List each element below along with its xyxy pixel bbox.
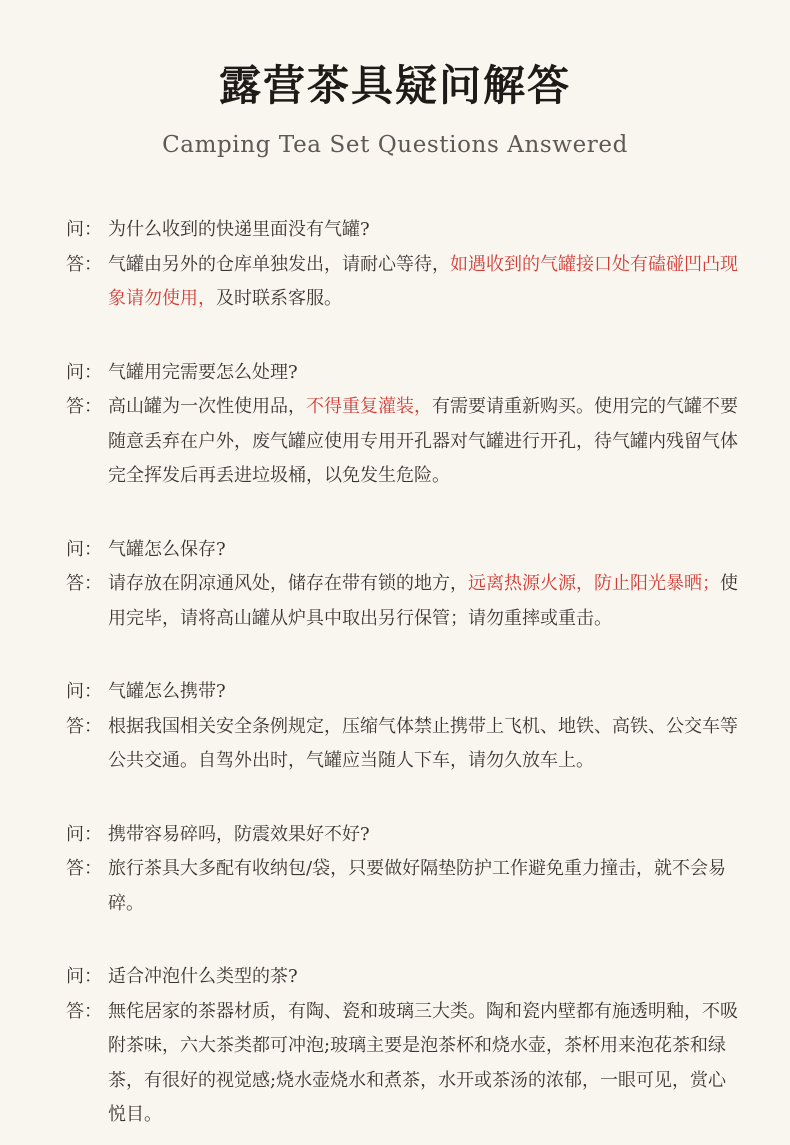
- answer-text: [108, 852, 742, 921]
- question-label: 问：: [66, 681, 102, 702]
- question-label: 问：: [66, 823, 102, 845]
- answer-text: [108, 995, 742, 1133]
- question-row: [66, 818, 742, 853]
- answer-label: 答：: [66, 253, 102, 275]
- answer-text-part: 旅行茶具大多配有收纳包/袋，只要做好隔垫防护工作避免重力撞击，就不会易碎。: [108, 858, 727, 914]
- faq-item: [66, 533, 742, 637]
- question-label: 问：: [66, 538, 102, 560]
- page-subtitle: Camping Tea Set Questions Answered: [162, 132, 628, 158]
- question-text: 气罐怎么携带?: [108, 681, 226, 702]
- question-text: 气罐用完需要怎么处理?: [108, 361, 298, 383]
- answer-text-part: 有需要请重新购买。使用完的气罐不要随意丢弃在户外，废气罐应使用专用开孔器对气罐进行开孔，待气罐内残留气体完全挥发后再丢进垃圾桶，以免发生危险。: [108, 396, 738, 486]
- faq-list: [66, 213, 742, 1133]
- question-text: 气罐怎么保存?: [108, 538, 226, 560]
- answer-text-part: 使用完毕，请将高山罐从炉具中取出另行保管；请勿重摔或重击。: [108, 573, 738, 629]
- answer-label: 答：: [66, 573, 102, 594]
- answer-label: 答：: [66, 858, 102, 879]
- answer-row: [66, 710, 742, 779]
- answer-text: [108, 710, 742, 779]
- question-text: 为什么收到的快递里面没有气罐?: [108, 219, 370, 240]
- answer-row: [66, 248, 742, 317]
- answer-label: 答：: [66, 1000, 102, 1022]
- header: [0, 56, 790, 162]
- question-row: [66, 675, 742, 710]
- faq-item: [66, 960, 742, 1133]
- question-row: [66, 960, 742, 995]
- answer-highlight: 远离热源火源，防止阳光暴晒；: [468, 573, 720, 594]
- faq-item: [66, 675, 742, 779]
- answer-text: [108, 248, 742, 317]
- answer-text: [108, 390, 742, 494]
- answer-row: [66, 995, 742, 1133]
- answer-highlight: 如遇收到的气罐接口处有磕碰凹凸现象请勿使用，: [108, 253, 738, 309]
- question-label: 问：: [66, 966, 102, 987]
- question-label: 问：: [66, 219, 102, 240]
- page-title: 露营茶具疑问解答: [218, 61, 571, 110]
- faq-item: [66, 818, 742, 922]
- answer-label: 答：: [66, 715, 102, 737]
- answer-text-part: 無侘居家的茶器材质，有陶、瓷和玻璃三大类。陶和瓷内壁都有施透明釉，不吸附茶味，六大茶类都可冲泡;玻璃主要是泡茶杯和烧水壶，茶杯用来泡花茶和绿茶，有很好的视觉感;烧水壶烧水和煮茶，水开或茶汤的浓郁，一眼可见，赏心悦目。: [108, 1000, 738, 1125]
- question-row: [66, 356, 742, 391]
- answer-text-part: 气罐由另外的仓库单独发出，请耐心等待，: [108, 253, 450, 275]
- question-row: [66, 213, 742, 248]
- question-text: 携带容易碎吗，防震效果好不好?: [108, 823, 370, 845]
- answer-row: [66, 852, 742, 921]
- question-row: [66, 533, 742, 568]
- question-text: 适合冲泡什么类型的茶?: [108, 966, 298, 987]
- answer-text-part: 请存放在阴凉通风处，储存在带有锁的地方，: [108, 573, 468, 594]
- question-label: 问：: [66, 361, 102, 383]
- answer-text-part: 及时联系客服。: [216, 288, 342, 309]
- answer-text-part: 高山罐为一次性使用品，: [108, 396, 306, 417]
- faq-item: [66, 356, 742, 494]
- answer-row: [66, 390, 742, 494]
- answer-text: [108, 567, 742, 636]
- answer-label: 答：: [66, 396, 102, 417]
- answer-highlight: 不得重复灌装，: [306, 396, 432, 417]
- faq-item: [66, 213, 742, 317]
- answer-row: [66, 567, 742, 636]
- answer-text-part: 根据我国相关安全条例规定，压缩气体禁止携带上飞机、地铁、高铁、公交车等公共交通。自驾外出时，气罐应当随人下车，请勿久放车上。: [108, 715, 738, 771]
